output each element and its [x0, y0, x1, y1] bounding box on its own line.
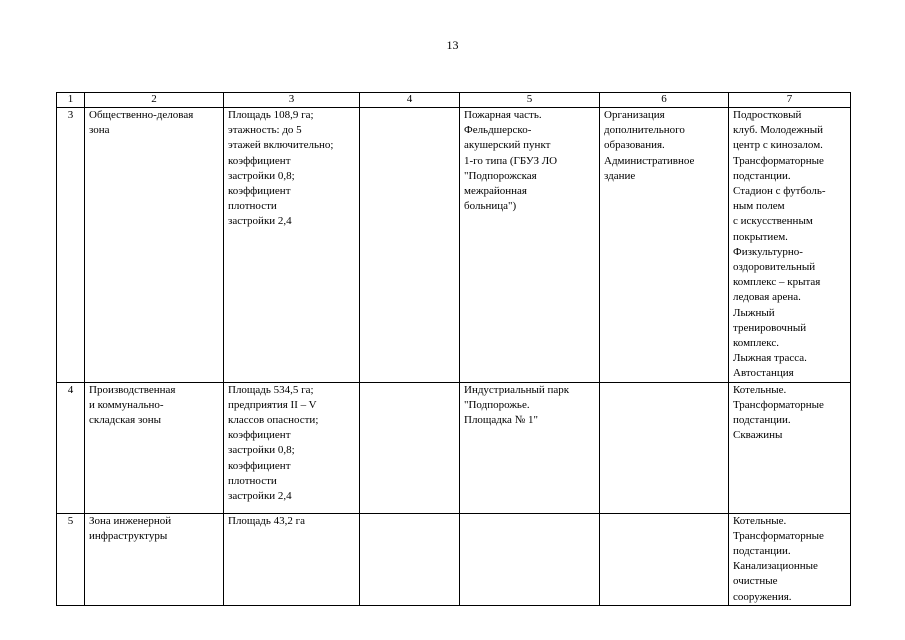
header-cell: 6 [600, 93, 729, 108]
cell-line: с искусственным [733, 215, 813, 228]
cell-line: Автостанция [733, 367, 794, 380]
cell-line: коэффициент [228, 429, 291, 442]
cell-line: межрайонная [464, 185, 527, 198]
cell-line: Трансформаторные [733, 398, 824, 411]
column-7-cell [729, 513, 851, 605]
cell-line: Стадион с футболь- [733, 185, 826, 198]
column-4-cell [360, 382, 460, 513]
cell-line: и коммунально- [89, 398, 164, 411]
cell-line: Трансформаторные [733, 529, 824, 542]
cell-line: Фельдшерско- [464, 124, 532, 137]
cell-line: застройки 0,8; [228, 169, 295, 182]
cell-line: Площадь 534,5 га; [228, 383, 314, 396]
cell-line: клуб. Молодежный [733, 124, 824, 137]
row-number: 5 [57, 513, 85, 605]
header-row [57, 93, 851, 108]
zone-name [85, 513, 224, 605]
cell-line: здание [604, 169, 636, 182]
cell-line: очистные [733, 575, 778, 588]
header-cell: 7 [729, 93, 851, 108]
cell-line: Зона инженерной [89, 514, 172, 527]
cell-line: подстанции. [733, 545, 791, 558]
cell-line: 1-го типа (ГБУЗ ЛО [464, 154, 558, 167]
cell-line: Лыжный [733, 306, 775, 319]
cell-line: Организация [604, 109, 665, 121]
column-5-cell [460, 108, 600, 383]
cell-line: центр с кинозалом. [733, 139, 823, 152]
column-6-cell [600, 513, 729, 605]
page-number: 13 [446, 38, 459, 52]
cell-line: Котельные. [733, 514, 787, 527]
cell-line: коэффициент [228, 185, 291, 198]
cell-line: подстанции. [733, 414, 791, 427]
table-row [57, 382, 851, 513]
table-row [57, 513, 851, 605]
zone-name [85, 108, 224, 383]
cell-line: оздоровительный [733, 261, 816, 274]
cell-line: Производственная [89, 383, 176, 396]
header-cell: 3 [224, 93, 360, 108]
table-row [57, 108, 851, 383]
column-4-cell [360, 513, 460, 605]
cell-line: застройки 0,8; [228, 444, 295, 457]
column-7-cell [729, 382, 851, 513]
cell-line: инфраструктуры [89, 529, 168, 542]
column-4-cell [360, 108, 460, 383]
zone-parameters [224, 108, 360, 383]
cell-line: коэффициент [228, 154, 291, 167]
cell-line: Физкультурно- [733, 245, 803, 258]
header-cell: 5 [460, 93, 600, 108]
cell-line: зона [89, 124, 110, 137]
column-5-cell [460, 513, 600, 605]
cell-line: застройки 2,4 [228, 490, 292, 503]
zone-parameters [224, 513, 360, 605]
cell-line: ным полем [733, 200, 785, 213]
cell-line: Площадь 43,2 га [228, 514, 306, 527]
cell-line: ледовая арена. [733, 291, 801, 304]
column-7-cell [729, 108, 851, 383]
cell-line: застройки 2,4 [228, 215, 292, 228]
cell-line: "Подпорожье. [464, 398, 530, 411]
cell-line: Скважины [733, 429, 783, 442]
cell-line: Площадь 108,9 га; [228, 109, 314, 121]
cell-line: больница") [464, 200, 517, 213]
cell-line: сооружения. [733, 590, 792, 603]
cell-line: плотности [228, 474, 277, 487]
column-6-cell [600, 108, 729, 383]
cell-line: дополнительного [604, 124, 685, 137]
column-6-cell [600, 382, 729, 513]
cell-line: классов опасности; [228, 414, 319, 427]
cell-line: складская зоны [89, 414, 162, 427]
cell-line: Пожарная часть. [464, 109, 542, 121]
zone-name [85, 382, 224, 513]
header-cell: 4 [360, 93, 460, 108]
cell-line: Канализационные [733, 560, 818, 573]
cell-line: комплекс – крытая [733, 276, 821, 289]
cell-line: "Подпорожская [464, 169, 537, 182]
cell-line: плотности [228, 200, 277, 213]
header-cell: 2 [85, 93, 224, 108]
zones-table [56, 92, 851, 606]
cell-line: этажность: до 5 [228, 124, 302, 137]
cell-line: Трансформаторные [733, 154, 824, 167]
cell-line: Индустриальный парк [464, 383, 570, 396]
cell-line: предприятия II – V [228, 398, 317, 411]
row-number: 4 [57, 382, 85, 513]
cell-line: коэффициент [228, 459, 291, 472]
header-cell: 1 [57, 93, 85, 108]
cell-line: акушерский пункт [464, 139, 551, 152]
cell-line: комплекс. [733, 337, 779, 350]
column-5-cell [460, 382, 600, 513]
cell-line: Административное [604, 154, 695, 167]
cell-line: подстанции. [733, 169, 791, 182]
cell-line: Общественно-деловая [89, 109, 194, 121]
cell-line: Площадка № 1" [464, 414, 538, 427]
cell-line: Лыжная трасса. [733, 352, 807, 365]
cell-line: этажей включительно; [228, 139, 334, 152]
cell-line: Подростковый [733, 109, 802, 121]
row-number: 3 [57, 108, 85, 383]
cell-line: покрытием. [733, 230, 788, 243]
cell-line: тренировочный [733, 321, 807, 334]
zone-parameters [224, 382, 360, 513]
cell-line: образования. [604, 139, 665, 152]
cell-line: Котельные. [733, 383, 787, 396]
